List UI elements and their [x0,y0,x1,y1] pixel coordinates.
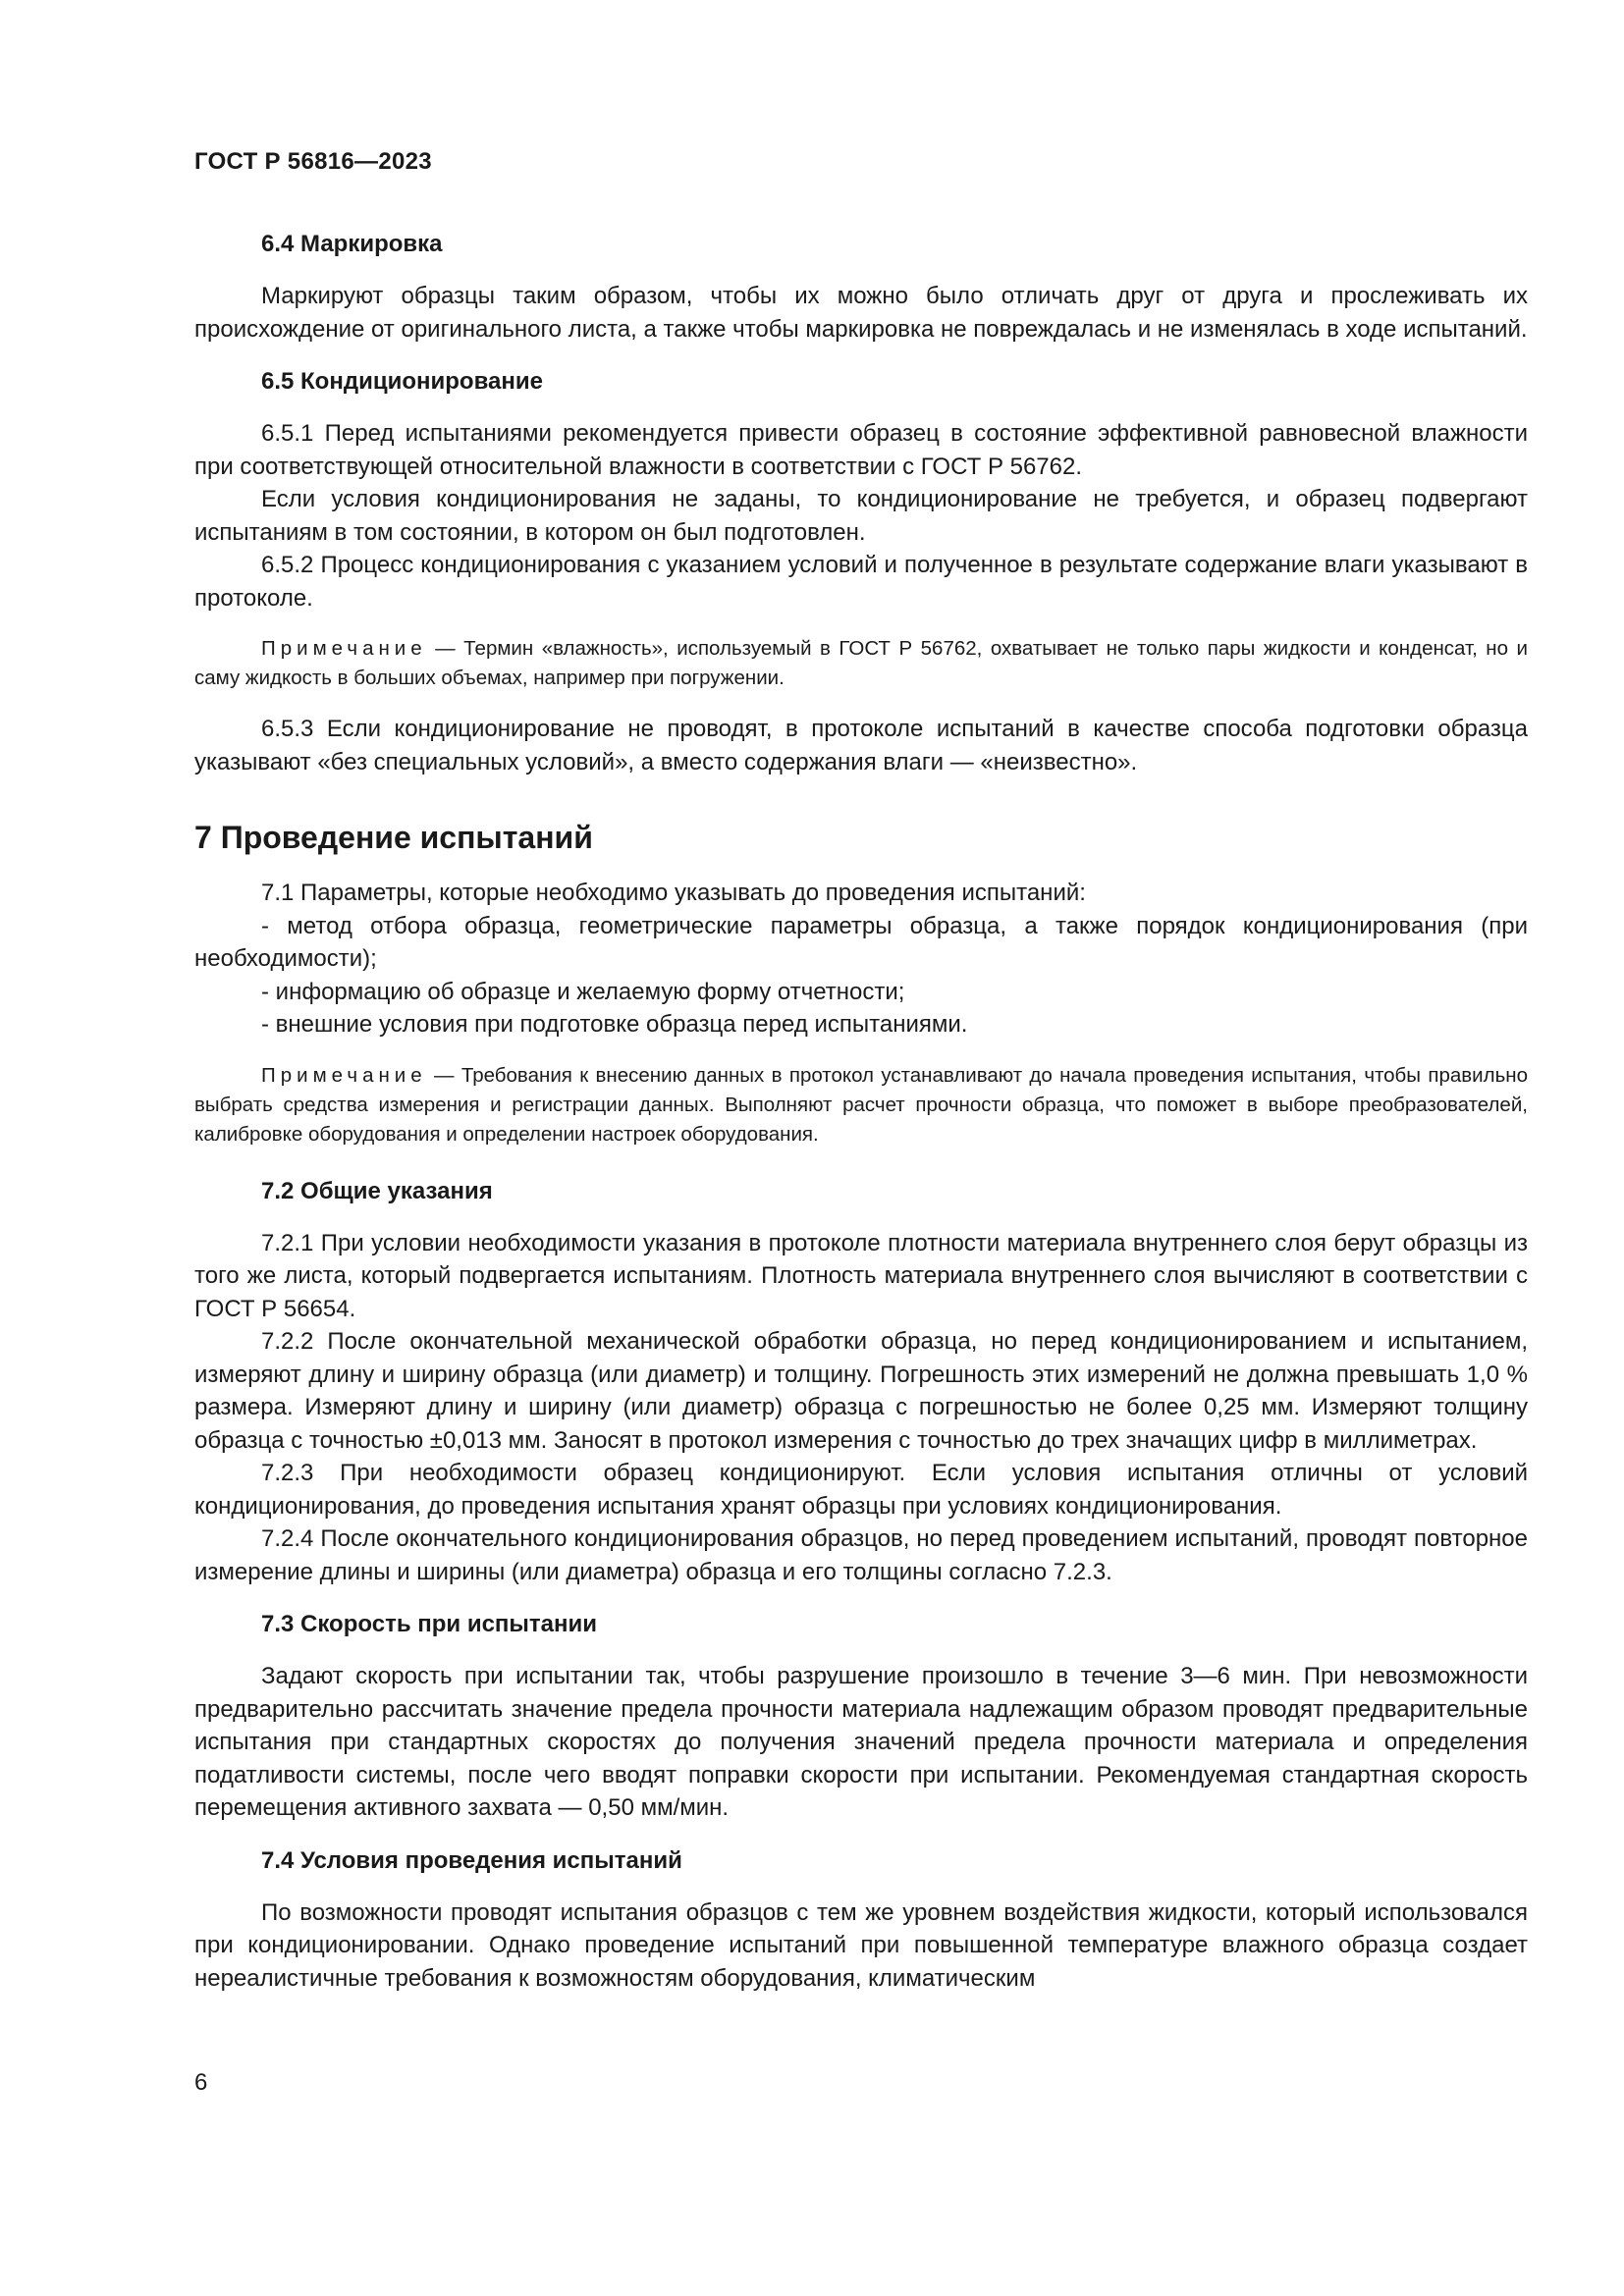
clause-7-1: 7.1 Параметры, которые необходимо указывать до проведения испытаний: [261,880,1086,906]
section-7-3-paragraph: Задают скорость при испытании так, чтобы разрушение произошло в течение 3—6 мин. При невозможности предварительно рассчитать значение предела прочности материала надлежащим образом проводят предварительные испытания при стандартных скоростях до получения значений предела прочности материала и определения податливости системы, после чего вводят поправки скорости при испытании. Рекомендуемая стандартная скорость перемещения активного захвата — 0,50 мм/мин. [194,1663,1528,1821]
clause-7-2-4: 7.2.4 После окончательного кондиционирования образцов, но перед проведением испытаний, проводят повторное измерение длины и ширины (или диаметра) образца и его толщины согласно 7.2.3. [194,1525,1528,1585]
note-label: Примечание [261,1063,427,1087]
section-6-4-paragraph: Маркируют образцы таким образом, чтобы их можно было отличать друг от друга и прослеживать их происхождение от оригинального листа, а также чтобы маркировка не повреждалась и не изменялась в ходе испытаний. [194,283,1528,343]
clause-7-2-1: 7.2.1 При условии необходимости указания в протоколе плотности материала внутреннего слоя берут образцы из того же листа, который подвергается испытаниям. Плотность материала внутреннего слоя вычисляют в соответствии с ГОСТ Р 56654. [194,1229,1528,1322]
note-label: Примечание [261,637,427,660]
note-7-1-text: — Требования к внесению данных в протокол устанавливают до начала проведения испытания, чтобы правильно выбрать средства измерения и регистрации данных. Выполняют расчет прочности образца, что поможет в выборе преобразователей, калибровке оборудования и определении настроек оборудования. [194,1063,1528,1146]
note-6-5-text: — Термин «влажность», используемый в ГОСТ Р 56762, охватывает не только пары жидкости и конденсат, но и саму жидкость в больших объемах, например при погружении. [194,637,1528,689]
list-item: - внешние условия при подготовке образца перед испытаниями. [261,1011,968,1038]
section-6-4-title: 6.4 Маркировка [261,231,443,257]
section-7-2-title: 7.2 Общие указания [261,1177,493,1204]
section-6-5-title: 6.5 Кондиционирование [261,368,543,395]
clause-6-5-1-continued: Если условия кондиционирования не заданы, то кондиционирование не требуется, и образец подвергают испытаниям в том состоянии, в котором он был подготовлен. [194,486,1528,546]
document-body [194,228,1528,1995]
clause-6-5-2: 6.5.2 Процесс кондиционирования с указанием условий и полученное в результате содержание влаги указывают в протоколе. [194,552,1528,612]
clause-6-5-1: 6.5.1 Перед испытаниями рекомендуется привести образец в состояние эффективной равновесной влажности при соответствующей относительной влажности в соответствии с ГОСТ Р 56762. [194,420,1528,480]
section-7-3-title: 7.3 Скорость при испытании [261,1611,598,1637]
note-6-5 [194,634,1528,693]
running-header-standard-code: ГОСТ Р 56816—2023 [194,148,432,175]
page-number: 6 [194,2069,208,2096]
section-7-4-title: 7.4 Условия проведения испытаний [261,1846,682,1874]
clause-6-5-3: 6.5.3 Если кондиционирование не проводят, в протоколе испытаний в качестве способа подготовки образца указывают «без специальных условий», а вместо содержания влаги — «неизвестно». [194,716,1528,775]
clause-7-2-2: 7.2.2 После окончательной механической обработки образца, но перед кондиционированием и испытанием, измеряют длину и ширину образца (или диаметр) и толщину. Погрешность этих измерений не должна превышать 1,0 % размера. Измеряют длину и ширину (или диаметр) образца с погрешностью не более 0,25 мм. Измеряют толщину образца с точностью ±0,013 мм. Заносят в протокол измерения с точностью до трех значащих цифр в миллиметрах. [194,1328,1528,1454]
list-item: - метод отбора образца, геометрические параметры образца, а также порядок кондиционирования (при необходимости); [194,912,1528,972]
section-7-4-paragraph: По возможности проводят испытания образцов с тем же уровнем воздействия жидкости, который использовался при кондиционировании. Однако проведение испытаний при повышенной температуре влажного образца создает нереалистичные требования к возможностям оборудования, климатическим [194,1898,1528,1992]
clause-7-2-3: 7.2.3 При необходимости образец кондиционируют. Если условия испытания отличны от условий кондиционирования, до проведения испытания хранят образцы при условиях кондиционирования. [194,1460,1528,1520]
note-7-1 [194,1061,1528,1149]
section-7-title: 7 Проведение испытаний [194,820,593,855]
list-item: - информацию об образце и желаемую форму отчетности; [261,978,905,1005]
